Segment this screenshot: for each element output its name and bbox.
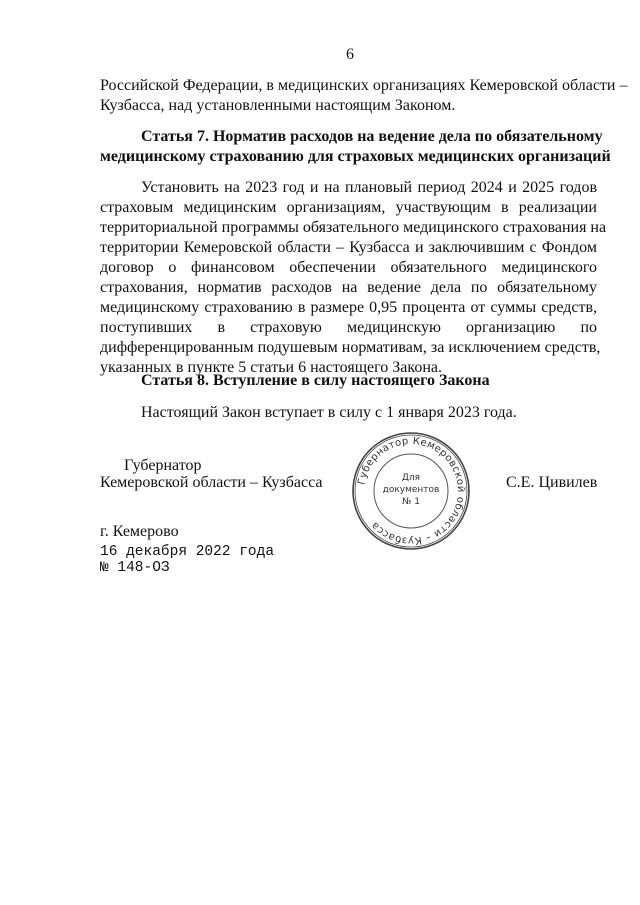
intro-line-1: Российской Федерации, в медицинских организациях Кемеровской области – xyxy=(100,77,628,94)
page-number: 6 xyxy=(346,46,354,63)
intro-line-2: Кузбасса, над установленными настоящим Законом. xyxy=(100,97,456,114)
article-7-line: дифференцированным подушевым нормативам, за исключением средств, xyxy=(100,339,601,356)
article-7-line: медицинскому страхованию в размере 0,95 процента от суммы средств, xyxy=(100,299,597,316)
signature-name: С.Е. Цивилев xyxy=(506,474,598,491)
law-number: № 148-ОЗ xyxy=(100,560,170,576)
article-7-heading-line-2: медицинскому страхованию для страховых медицинских организаций xyxy=(100,148,611,165)
signature-title-line-1: Губернатор xyxy=(124,457,202,474)
article-7-line: территориальной программы обязательного медицинского страхования на xyxy=(100,219,607,236)
seal-ring-text: Губернатор Кемеровской области – Кузбасса xyxy=(356,435,467,547)
signature-title-line-2: Кемеровской области – Кузбасса xyxy=(100,474,323,491)
article-7-line: страхования, норматив расходов на ведение дела по обязательному xyxy=(100,279,597,296)
article-7-line: указанных в пункте 5 статьи 6 настоящего Закона. xyxy=(100,359,443,376)
official-seal xyxy=(350,430,472,552)
article-7-line: поступивших в страховую медицинскую организацию по xyxy=(100,319,597,336)
seal-line-2: документов xyxy=(382,485,440,495)
seal-line-1: Для xyxy=(401,473,421,483)
article-8-heading: Статья 8. Вступление в силу настоящего Закона xyxy=(141,372,490,389)
article-7-line: Установить на 2023 год и на плановый период 2024 и 2025 годов xyxy=(141,179,597,196)
article-7-line: страховым медицинским организациям, участвующим в реализации xyxy=(100,199,597,216)
place: г. Кемерово xyxy=(100,523,179,540)
article-8-text: Настоящий Закон вступает в силу с 1 января 2023 года. xyxy=(141,404,517,421)
article-7-heading-line-1: Статья 7. Норматив расходов на ведение дела по обязательному xyxy=(141,128,603,145)
date: 16 декабря 2022 года xyxy=(100,544,275,560)
article-7-line: договор о финансовом обеспечении обязательного медицинского xyxy=(100,259,597,276)
article-7-line: территории Кемеровской области – Кузбасса и заключившим с Фондом xyxy=(100,239,597,256)
seal-line-3: № 1 xyxy=(402,497,420,507)
